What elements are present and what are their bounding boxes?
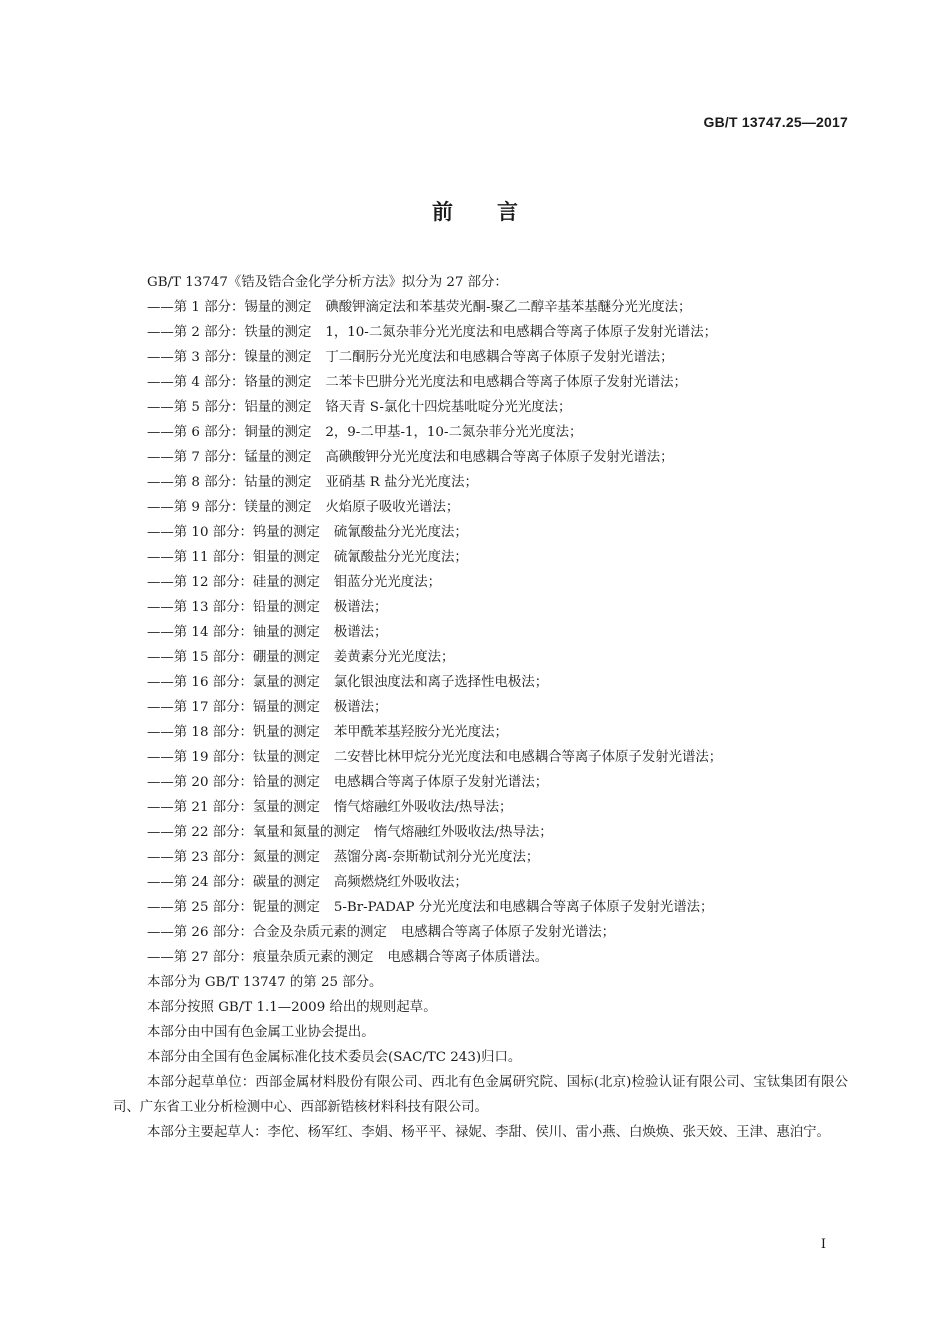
part-list-item	[113, 545, 848, 570]
part-title: ——第 5 部分：铝量的测定	[147, 400, 312, 415]
part-method: 苯甲酰苯基羟胺分光光度法；	[333, 725, 508, 740]
part-title: ——第 8 部分：钴量的测定	[147, 475, 312, 490]
part-method: 亚硝基 R 盐分光光度法；	[325, 475, 478, 490]
part-method: 2，9-二甲基-1，10-二氮杂菲分光光度法；	[325, 425, 583, 440]
part-method: 电感耦合等离子体质谱法。	[387, 950, 549, 965]
part-list-item	[113, 870, 848, 895]
part-list-item	[113, 945, 848, 970]
part-list-item	[113, 620, 848, 645]
part-method: 铬天青 S-氯化十四烷基吡啶分光光度法；	[325, 400, 572, 415]
part-title: ——第 12 部分：硅量的测定	[147, 575, 320, 590]
part-list-item	[113, 470, 848, 495]
part-list-item	[113, 670, 848, 695]
part-title: ——第 26 部分：合金及杂质元素的测定	[147, 925, 387, 940]
part-list-item	[113, 570, 848, 595]
part-method: 1，10-二氮杂菲分光光度法和电感耦合等离子体原子发射光谱法；	[325, 325, 717, 340]
part-title: ——第 7 部分：锰量的测定	[147, 450, 312, 465]
part-title: ——第 4 部分：铬量的测定	[147, 375, 312, 390]
part-list-item	[113, 920, 848, 945]
part-title: ——第 20 部分：铪量的测定	[147, 775, 320, 790]
part-title: ——第 6 部分：铜量的测定	[147, 425, 312, 440]
part-method: 惰气熔融红外吸收法/热导法；	[374, 825, 553, 840]
part-list-item	[113, 345, 848, 370]
part-list-item	[113, 795, 848, 820]
part-title: ——第 24 部分：碳量的测定	[147, 875, 320, 890]
part-method: 姜黄素分光光度法；	[333, 650, 455, 665]
part-method: 极谱法；	[333, 625, 388, 640]
part-title: ——第 2 部分：铁量的测定	[147, 325, 312, 340]
part-method: 硫氰酸盐分光光度法；	[333, 525, 468, 540]
page-title: 前言	[432, 200, 562, 224]
part-method: 电感耦合等离子体原子发射光谱法；	[333, 775, 549, 790]
part-list-item	[113, 745, 848, 770]
part-list-item	[113, 695, 848, 720]
part-list-item	[113, 770, 848, 795]
parts-list	[113, 295, 848, 970]
drafting-units-statement: 本部分起草单位：西部金属材料股份有限公司、西北有色金属研究院、国标(北京)检验认证有限公司、宝钛集团有限公司、广东省工业分析检测中心、西部新锆核材料科技有限公司。	[113, 1075, 848, 1115]
part-method: 碘酸钾滴定法和苯基荧光酮-聚乙二醇辛基苯基醚分光光度法；	[325, 300, 692, 315]
part-method: 二安替比林甲烷分光光度法和电感耦合等离子体原子发射光谱法；	[333, 750, 723, 765]
part-title: ——第 10 部分：钨量的测定	[147, 525, 320, 540]
drafters-statement: 本部分主要起草人：李佗、杨军红、李娟、杨平平、禄妮、李甜、侯川、雷小燕、白焕焕、张天姣、王津、惠泊宁。	[147, 1125, 830, 1140]
part-method: 氯化银浊度法和离子选择性电极法；	[333, 675, 549, 690]
part-list-item	[113, 445, 848, 470]
part-method: 蒸馏分离-奈斯勒试剂分光光度法；	[333, 850, 540, 865]
part-method: 火焰原子吸收光谱法；	[325, 500, 460, 515]
part-list-item	[113, 370, 848, 395]
part-of-statement: 本部分为 GB/T 13747 的第 25 部分。	[147, 975, 383, 990]
proposed-by-statement: 本部分由中国有色金属工业协会提出。	[147, 1025, 375, 1040]
part-title: ——第 11 部分：钼量的测定	[147, 550, 320, 565]
part-list-item	[113, 395, 848, 420]
part-list-item	[113, 520, 848, 545]
part-method: 惰气熔融红外吸收法/热导法；	[333, 800, 513, 815]
part-title: ——第 9 部分：镁量的测定	[147, 500, 312, 515]
part-method: 极谱法；	[333, 700, 388, 715]
document-body	[113, 270, 848, 1145]
part-method: 丁二酮肟分光光度法和电感耦合等离子体原子发射光谱法；	[325, 350, 674, 365]
part-method: 钼蓝分光光度法；	[333, 575, 441, 590]
part-title: ——第 17 部分：镉量的测定	[147, 700, 320, 715]
part-list-item	[113, 645, 848, 670]
part-title: ——第 19 部分：钛量的测定	[147, 750, 320, 765]
part-title: ——第 3 部分：镍量的测定	[147, 350, 312, 365]
page-number: I	[820, 1237, 826, 1252]
part-title: ——第 15 部分：硼量的测定	[147, 650, 320, 665]
part-method: 极谱法；	[333, 600, 388, 615]
part-list-item	[113, 420, 848, 445]
part-title: ——第 14 部分：铀量的测定	[147, 625, 320, 640]
drafting-rules-statement: 本部分按照 GB/T 1.1—2009 给出的规则起草。	[147, 1000, 437, 1015]
part-list-item	[113, 320, 848, 345]
standard-code: GB/T 13747.25—2017	[703, 114, 848, 130]
part-title: ——第 27 部分：痕量杂质元素的测定	[147, 950, 374, 965]
part-list-item	[113, 895, 848, 920]
managed-by-statement: 本部分由全国有色金属标准化技术委员会(SAC/TC 243)归口。	[147, 1050, 522, 1065]
part-method: 高频燃烧红外吸收法；	[333, 875, 468, 890]
part-list-item	[113, 595, 848, 620]
part-list-item	[113, 495, 848, 520]
part-title: ——第 25 部分：铌量的测定	[147, 900, 320, 915]
part-list-item	[113, 295, 848, 320]
part-method: 电感耦合等离子体原子发射光谱法；	[400, 925, 616, 940]
intro-paragraph: GB/T 13747《锆及锆合金化学分析方法》拟分为 27 部分：	[147, 275, 508, 290]
part-list-item	[113, 845, 848, 870]
part-method: 硫氰酸盐分光光度法；	[333, 550, 468, 565]
part-method: 二苯卡巴肼分光光度法和电感耦合等离子体原子发射光谱法；	[325, 375, 687, 390]
part-title: ——第 18 部分：钒量的测定	[147, 725, 320, 740]
part-list-item	[113, 820, 848, 845]
part-list-item	[113, 720, 848, 745]
part-title: ——第 13 部分：铅量的测定	[147, 600, 320, 615]
part-method: 高碘酸钾分光光度法和电感耦合等离子体原子发射光谱法；	[325, 450, 674, 465]
part-title: ——第 22 部分：氧量和氮量的测定	[147, 825, 361, 840]
part-method: 5-Br-PADAP 分光光度法和电感耦合等离子体原子发射光谱法；	[333, 900, 714, 915]
part-title: ——第 21 部分：氢量的测定	[147, 800, 320, 815]
part-title: ——第 1 部分：锡量的测定	[147, 300, 312, 315]
part-title: ——第 16 部分：氯量的测定	[147, 675, 320, 690]
part-title: ——第 23 部分：氮量的测定	[147, 850, 320, 865]
